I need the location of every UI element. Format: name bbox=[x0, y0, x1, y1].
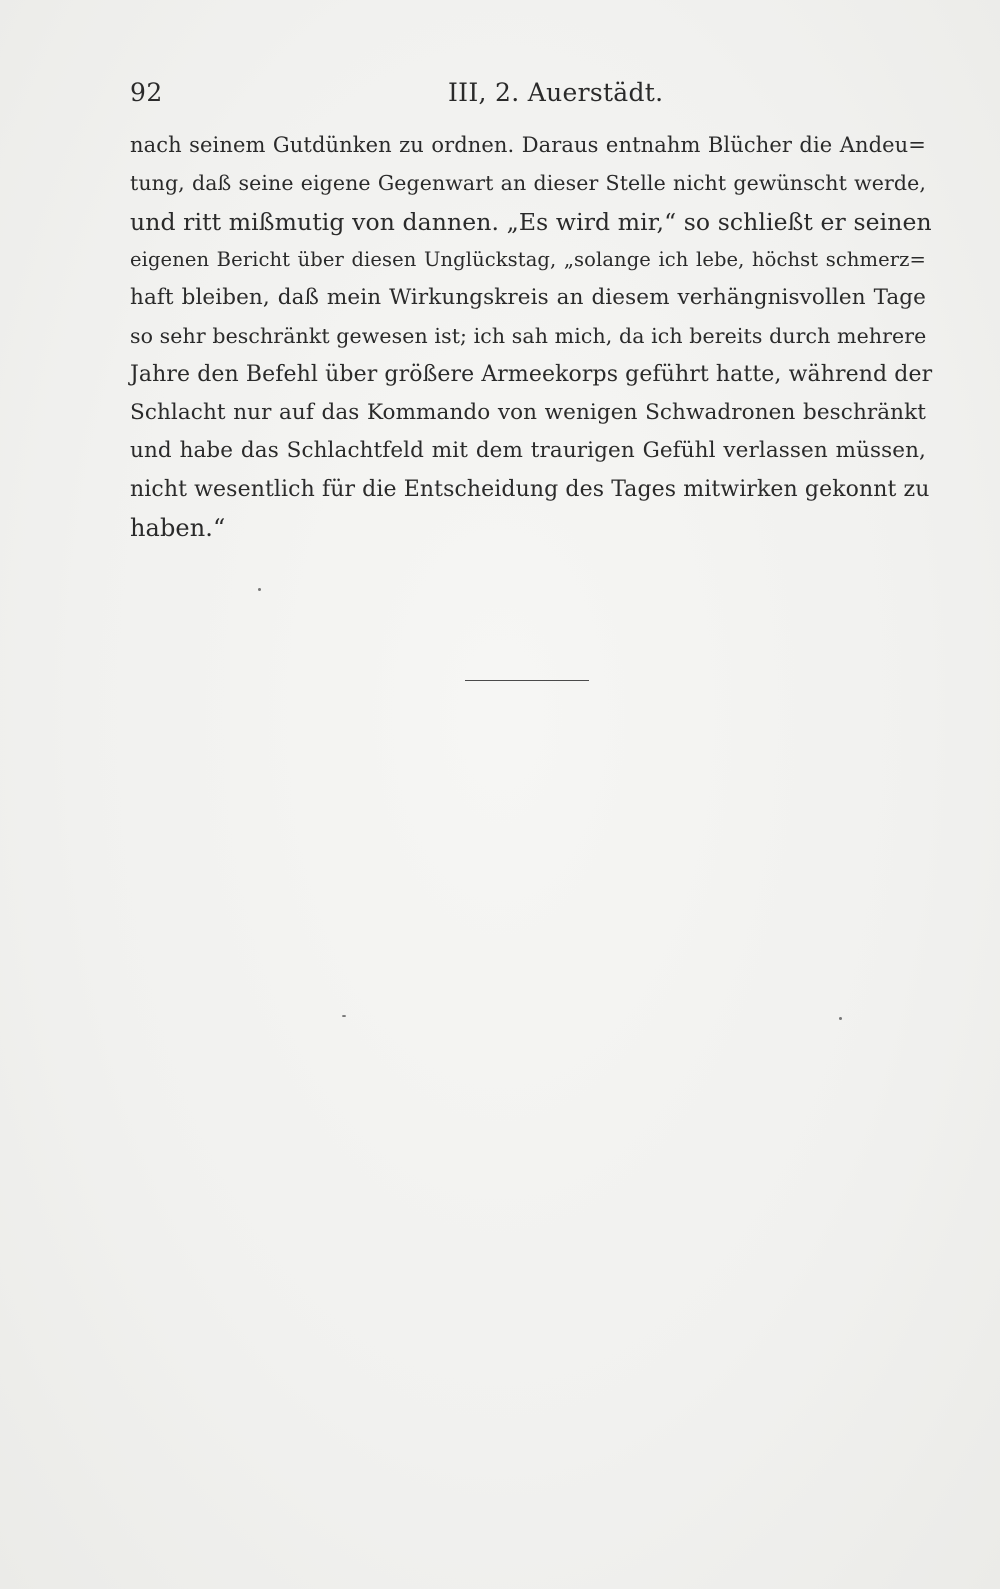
text-line: und habe das Schlachtfeld mit dem traurigen Gefühl verlassen müssen, bbox=[130, 438, 926, 464]
page-header bbox=[130, 78, 926, 118]
paper-speck bbox=[258, 588, 261, 591]
page-number: 92 bbox=[130, 78, 163, 107]
text-line: und ritt mißmutig von dannen. „Es wird mir,“ so schließt er seinen bbox=[130, 207, 932, 236]
text-line: tung, daß seine eigene Gegenwart an dieser Stelle nicht gewünscht werde, bbox=[130, 171, 926, 196]
running-head: III, 2. Auerstädt. bbox=[448, 78, 664, 107]
text-line: haft bleiben, daß mein Wirkungskreis an diesem verhängnisvollen Tage bbox=[130, 285, 926, 311]
body-paragraph bbox=[130, 126, 933, 547]
text-line: eigenen Bericht über diesen Unglückstag, „solange ich lebe, höchst schmerz= bbox=[130, 247, 926, 271]
text-line: haben.“ bbox=[130, 513, 226, 542]
section-divider-rule bbox=[465, 680, 589, 681]
text-line: so sehr beschränkt gewesen ist; ich sah mich, da ich bereits durch mehrere bbox=[130, 324, 927, 349]
text-line: nicht wesentlich für die Entscheidung des Tages mitwirken gekonnt zu bbox=[130, 476, 930, 502]
text-line: Jahre den Befehl über größere Armeekorps geführt hatte, während der bbox=[130, 361, 933, 387]
paper-speck bbox=[839, 1017, 842, 1020]
text-line: nach seinem Gutdünken zu ordnen. Daraus entnahm Blücher die Andeu= bbox=[130, 133, 926, 157]
paper-speck bbox=[342, 1015, 346, 1017]
text-line: Schlacht nur auf das Kommando von wenigen Schwadronen beschränkt bbox=[130, 400, 926, 426]
